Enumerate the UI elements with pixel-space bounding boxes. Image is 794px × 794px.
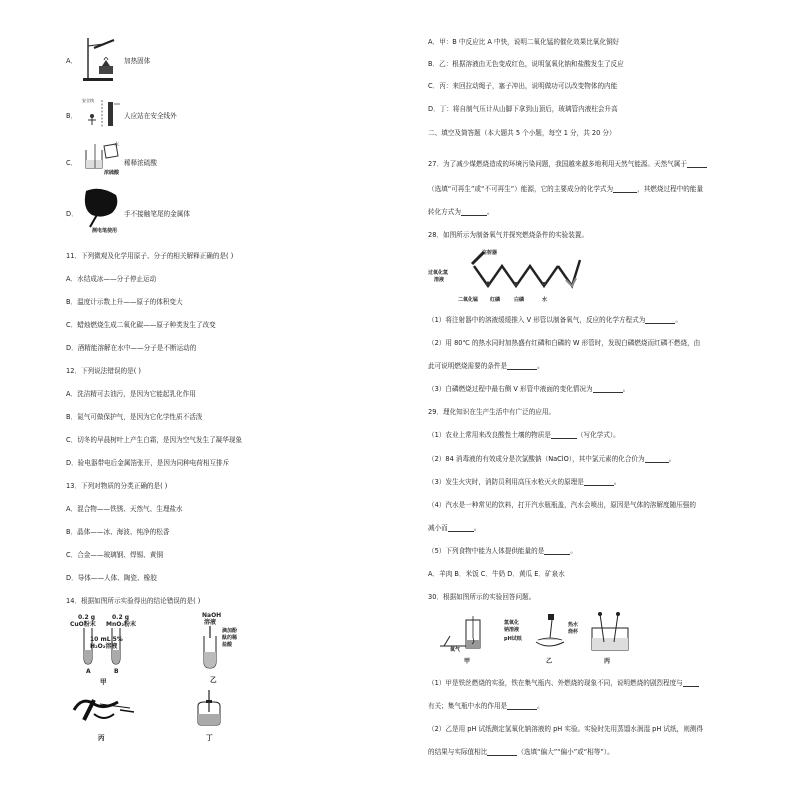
q11-option-d: D．酒精能溶解在水中——分子是不断运动的 [66, 344, 197, 352]
q28-part-3 [428, 385, 629, 393]
section-heading: 二、填空及简答题（本大题共 5 个小题，每空 1 分，共 20 分） [428, 129, 616, 137]
question-13-stem: 13．下列对物质的分类正确的是( ) [66, 482, 168, 490]
test-pen-label: 测电笔使用 [92, 228, 118, 234]
q30-text: （选填“偏大”“偏小”或“相等”）。 [517, 748, 614, 756]
q28-part-2-line-2 [428, 362, 544, 370]
fig-caption-jia: 甲 [464, 658, 471, 665]
water-label: 水 [542, 297, 548, 303]
q29-text: （2）84 消毒液的有效成分是次氯酸钠（ [428, 455, 549, 463]
option-text: 稀释浓硫酸 [124, 159, 157, 167]
mno2-label: 二氧化锰 [458, 297, 479, 303]
o2-label: 氧气 [450, 647, 461, 653]
q11-option-b: B．温度计示数上升——原子的体积变大 [66, 298, 183, 306]
q29-text: 。 [613, 478, 621, 486]
q27-text: （选填“可再生”或“不可再生”）能源，它的主要成分的化学式为 [428, 185, 614, 193]
question-28-stem: 28．如图所示为制备氧气并探究燃烧条件的实验装置。 [428, 231, 589, 239]
answer-blank[interactable] [593, 385, 623, 393]
q27-text: 27．为了减少煤燃烧造成的环境污染问题，我国越来越多地利用天然气能源。天然气属于 [428, 160, 687, 168]
option-text: 手不接触笔尾的金属体 [124, 210, 190, 218]
q28-text: 。 [622, 385, 630, 393]
naoh-label: 钠溶液 [504, 627, 520, 633]
question-29-stem: 29．理化知识在生产生活中有广泛的应用。 [428, 408, 556, 416]
q29-part-5-options: A．羊肉 B．米饭 C．牛奶 D．黄瓜 E．矿泉水 [428, 570, 565, 578]
ph-paper-label: pH试纸 [504, 636, 522, 642]
q29-text: 。 [473, 524, 481, 532]
q29-part-1 [428, 431, 620, 439]
q27-text: ，其燃烧过程中的能量 [637, 185, 704, 193]
q30-part-1-line-1 [428, 679, 699, 687]
fig-caption-bing: 丙 [98, 734, 105, 742]
q27-text: 。 [486, 208, 494, 216]
question-11-stem: 11．下列微观及化学用原子、分子的相关解释正确的是( ) [66, 252, 234, 260]
answer-blank[interactable] [584, 478, 614, 486]
q27-line-3 [428, 208, 494, 216]
w-tube-apparatus-icon [454, 250, 584, 298]
question-30-stem: 30．根据如图所示的实验回答问题。 [428, 593, 536, 601]
answer-blank[interactable] [544, 547, 570, 555]
q27-line-1 [428, 160, 707, 168]
q30-part-1-line-2 [428, 702, 544, 710]
q11-option-a: A．水结成冰——分子停止运动 [66, 275, 157, 283]
beaker-label: 烧杯 [568, 629, 579, 635]
q30-text: （1）甲是铁丝燃烧的实验，铁在集气瓶内、外燃烧的现象不同，说明燃烧的剧烈程度与 [428, 679, 683, 687]
option-letter: C． [66, 159, 78, 167]
option-text: 加热固体 [124, 57, 151, 65]
answer-blank[interactable] [645, 455, 669, 463]
safety-line-label: 安全线 [82, 98, 94, 103]
q14-option-b: B．乙：根据溶液由无色变成红色，说明氢氧化钠和盐酸发生了反应 [428, 60, 624, 68]
answer-blank[interactable] [687, 160, 707, 168]
white-p-label: 白磷 [514, 297, 525, 303]
q29-text: （5）下列食物中能为人体提供能量的是 [428, 547, 545, 555]
option-letter: A． [66, 57, 78, 65]
q29-text: 。 [570, 547, 577, 555]
q27-line-2 [428, 185, 703, 193]
question-14-stem: 14．根据如图所示实验得出的结论错误的是( ) [66, 597, 201, 605]
q29-part-2 [428, 455, 675, 463]
answer-blank[interactable] [448, 524, 474, 532]
q28-text: 。 [537, 362, 544, 370]
h2o2-label: 过氧化氢 [428, 270, 449, 276]
q30-text: 。 [537, 702, 544, 710]
naoh-label: 氢氧化 [504, 620, 520, 626]
q29-text: ），其中氯元素的化合价为 [568, 455, 645, 463]
q29-part-4-line-1: （4）汽水是一种常见的饮料，打开汽水瓶瓶盖，汽水会喷出，原因是气体的溶解度随压强的 [428, 501, 696, 509]
q13-option-c: C．合金——玻璃钢、焊锡、黄铜 [66, 551, 163, 559]
q28-text: 此可说明燃烧需要的条件是 [428, 362, 508, 370]
q13-option-a: A．混合物——铁锈、天然气、生理盐水 [66, 505, 183, 513]
fig-caption-yi: 乙 [546, 658, 553, 665]
fig-caption-yi: 乙 [210, 676, 217, 684]
fig-label: 盐酸 [222, 642, 233, 648]
fig-label: NaOH [202, 612, 222, 619]
fig-label: 酞的稀 [222, 635, 238, 641]
fig-label: H₂O₂溶液 [90, 643, 118, 650]
q14-option-a: A．甲：B 中反应比 A 中快，说明二氧化锰的催化效果比氧化铜好 [428, 38, 620, 46]
formula-naclo: NaClO [548, 455, 569, 463]
fig-label: 溶液 [204, 619, 217, 626]
fig-label: 0.2 g [112, 614, 130, 621]
q12-option-b: B．氮气可做保护气，是因为它化学性质不活泼 [66, 413, 203, 421]
hot-water-label: 热水 [568, 622, 579, 628]
dropper-tube-icon [200, 626, 220, 670]
q29-text: 。 [668, 455, 676, 463]
fig-label: 10 mL 5% [90, 636, 123, 643]
q29-part-5 [428, 547, 577, 555]
q29-text: （1）农业上常用来改良酸性土壤的物质是 [428, 431, 551, 439]
q29-part-4-line-2 [428, 524, 480, 532]
heating-apparatus-icon [82, 36, 116, 82]
option-text: 人应站在安全线外 [124, 112, 177, 120]
answer-blank[interactable] [507, 702, 537, 710]
water-label: 水 [114, 142, 120, 148]
fig-label: 滴加酚 [222, 628, 238, 634]
syringe-label: 注射器 [482, 250, 498, 256]
answer-blank[interactable] [645, 316, 675, 324]
q12-option-c: C．切冬的早晨树叶上产生白霜，是因为空气发生了凝华现象 [66, 436, 243, 444]
question-12-stem: 12．下列说法错误的是( ) [66, 367, 141, 375]
acid-label: 浓硫酸 [104, 170, 120, 176]
answer-blank[interactable] [683, 679, 699, 687]
barometer-bottle-icon [194, 690, 224, 726]
q28-part-1 [428, 316, 682, 324]
q13-option-b: B．晶体——冰、海波、纯净的松香 [66, 528, 170, 536]
fig-label: MnO₂粉末 [106, 621, 136, 628]
q30-text: 有关；集气瓶中水的作用是 [428, 702, 508, 710]
red-p-label: 红磷 [490, 297, 501, 303]
q29-part-3 [428, 478, 620, 486]
q11-option-c: C．蜡烛燃烧生成二氧化碳——原子种类发生了改变 [66, 321, 216, 329]
q29-text: （写化学式）。 [576, 431, 620, 439]
q12-option-a: A．洗洁精可去油污，是因为它能起乳化作用 [66, 390, 196, 398]
option-letter: D． [66, 210, 78, 218]
fig-label: A [86, 668, 91, 675]
option-letter: B． [66, 112, 78, 120]
answer-blank[interactable] [507, 362, 537, 370]
q28-text: （3）白磷燃烧过程中最右侧 V 形管中液面的变化情况为 [428, 385, 593, 393]
fig-caption-jia: 甲 [100, 678, 107, 686]
three-experiments-icon [436, 612, 676, 658]
q30-part-2-line-1: （2）乙是用 pH 试纸测定氢氧化钠溶液的 pH 实验。实验时先用蒸馏水润湿 pH 试纸，则测得 [428, 725, 703, 733]
q12-option-d: D．验电器带电后金属箔张开，是因为同种电荷相互排斥 [66, 459, 230, 467]
q13-option-d: D．导体——人体、陶瓷、橡胶 [66, 574, 157, 582]
q30-part-2-line-2 [428, 748, 614, 756]
q14-option-c: C．丙：来回拉动绳子，塞子冲出，说明做功可以改变物体的内能 [428, 82, 618, 90]
q28-part-2-line-1: （2）用 80℃ 的热水同时加热盛有红磷和白磷的 W 形管时，发现白磷燃烧而红磷不燃烧，由 [428, 339, 701, 347]
q29-text: 减小而 [428, 524, 448, 532]
q27-text: 转化方式为 [428, 208, 461, 216]
fig-caption-bing: 丙 [604, 658, 611, 665]
q29-text: （3）发生火灾时，消防员利用高压水枪灭火的原理是 [428, 478, 584, 486]
rope-tube-icon [70, 690, 140, 726]
q28-text: 。 [675, 316, 682, 324]
fig-label: CuO粉末 [70, 621, 96, 628]
fig-caption-ding: 丁 [206, 734, 213, 742]
test-pen-hand-icon [82, 187, 120, 229]
q28-text: （1）将注射器中的溶液缓缓推入 V 形管以制备氧气，反应的化学方程式为 [428, 316, 646, 324]
fig-label: 0.2 g [78, 614, 96, 621]
fig-label: B [114, 668, 119, 675]
q30-text: 的结果与实际值相比 [428, 748, 488, 756]
answer-blank[interactable] [461, 208, 487, 216]
answer-blank[interactable] [613, 185, 637, 193]
q14-option-d: D．丁：将自制气压计从山脚下拿到山顶后，玻璃管内液柱会升高 [428, 105, 618, 113]
h2o2-label: 溶液 [434, 277, 445, 283]
answer-blank[interactable] [551, 431, 577, 439]
answer-blank[interactable] [487, 748, 517, 756]
